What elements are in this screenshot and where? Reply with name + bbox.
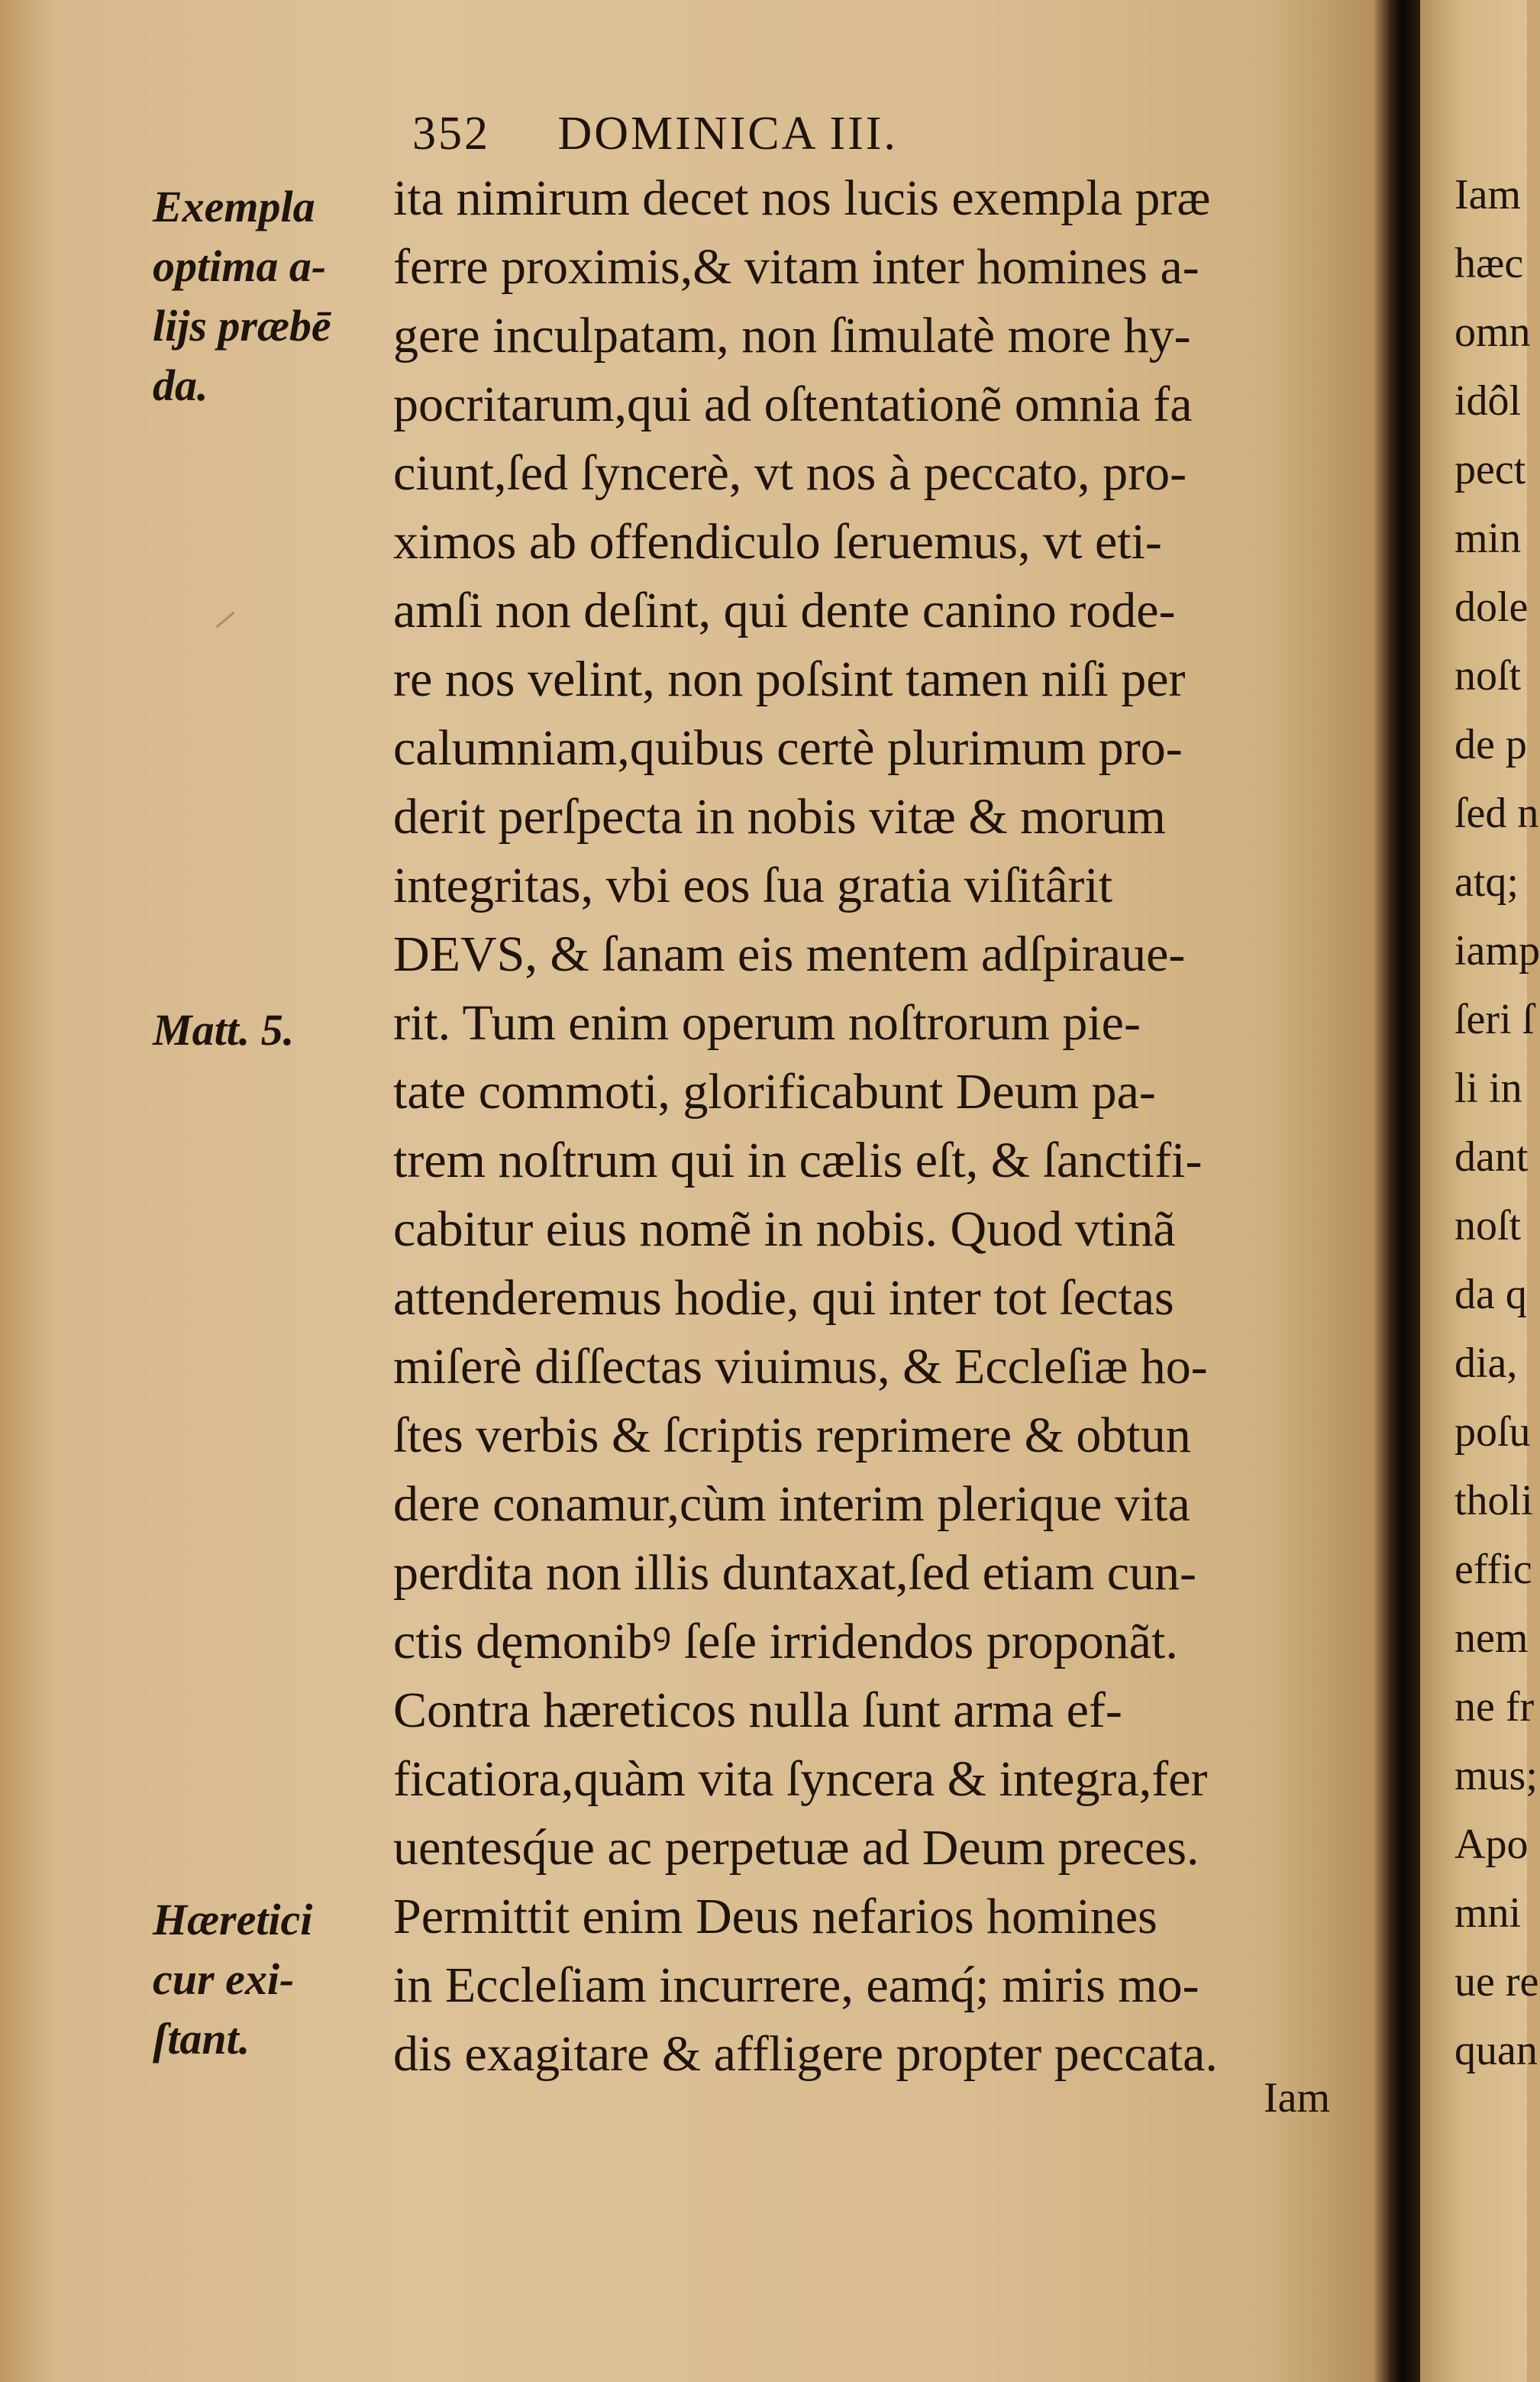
text-line: integritas, vbi eos ſua gratia viſitârit — [393, 858, 1113, 913]
facing-line: effic — [1454, 1546, 1532, 1593]
catchword: Iam — [1264, 2074, 1331, 2122]
facing-line: atq; — [1454, 858, 1519, 906]
facing-line: tholi — [1454, 1477, 1533, 1524]
facing-line: dant — [1454, 1133, 1529, 1181]
facing-line: hæc — [1454, 240, 1524, 287]
facing-line: min — [1454, 515, 1522, 562]
text-line: ferre proximis,& vitam inter homines a- — [393, 239, 1199, 295]
text-line: pocritarum,qui ad oſtentationẽ omnia fa — [393, 377, 1193, 432]
text-line: ita nimirum decet nos lucis exempla præ — [393, 170, 1211, 226]
facing-line: ne fr — [1454, 1683, 1535, 1731]
text-line: ficatiora,quàm vita ſyncera & integra,fer — [393, 1751, 1208, 1807]
text-line: ximos ab offendiculo ſeruemus, vt eti- — [393, 514, 1162, 570]
facing-line: ſeri ſ — [1454, 996, 1535, 1043]
text-line: cabitur eius nomẽ in nobis. Quod vtinã — [393, 1201, 1176, 1257]
text-line: re nos velint, non poſsint tamen niſi per — [393, 651, 1186, 707]
facing-line: de p — [1454, 721, 1527, 768]
text-line: Permittit enim Deus nefarios homines — [393, 1889, 1157, 1944]
facing-line: noſt — [1454, 1202, 1522, 1249]
facing-line: pect — [1454, 446, 1526, 493]
page-title: DOMINICA III. — [557, 108, 898, 160]
facing-line: dia, — [1454, 1340, 1518, 1387]
facing-line: omn — [1454, 309, 1531, 356]
text-line: ctis dęmonibꝰ ſeſe irridendos proponãt. — [393, 1614, 1178, 1669]
text-line: calumniam,quibus certè plurimum pro- — [393, 720, 1183, 776]
margin-note-exempla — [153, 177, 331, 415]
facing-line: idôl — [1454, 377, 1522, 425]
text-line: miſerè diſſectas viuimus, & Eccleſiæ ho- — [393, 1339, 1208, 1395]
facing-line: quan — [1454, 2027, 1538, 2074]
margin-note-matthew — [153, 1000, 294, 1060]
margin-line: ſtant. — [153, 2014, 250, 2064]
text-line: ciunt,ſed ſyncerè, vt nos à peccato, pro- — [393, 445, 1187, 501]
margin-line: optima a- — [153, 241, 327, 291]
text-line: dis exagitare & affligere propter peccata. — [393, 2026, 1218, 2082]
facing-line: iamp — [1454, 927, 1540, 974]
text-line: gere inculpatam, non ſimulatè more hy- — [393, 308, 1191, 364]
facing-line: li in — [1454, 1065, 1522, 1112]
facing-line: dole — [1454, 583, 1529, 631]
text-line: Contra hæreticos nulla ſunt arma ef- — [393, 1682, 1122, 1738]
facing-line: Apo — [1454, 1821, 1529, 1868]
facing-line: ue re — [1454, 1958, 1539, 2005]
text-line: dere conamur,cùm interim plerique vita — [393, 1476, 1190, 1532]
facing-line: mni — [1454, 1889, 1522, 1937]
text-line: uentesq́ue ac perpetuæ ad Deum preces. — [393, 1820, 1199, 1876]
book-gutter — [1374, 0, 1420, 2382]
page-number: 352 — [412, 108, 490, 160]
facing-line: noſt — [1454, 652, 1522, 700]
main-text-block — [393, 164, 1378, 2089]
facing-line: da q — [1454, 1271, 1527, 1318]
text-line: derit perſpecta in nobis vitæ & morum — [393, 789, 1166, 845]
running-header — [412, 107, 1329, 161]
text-line: rit. Tum enim operum noſtrorum pie- — [393, 995, 1141, 1051]
margin-note-haeretici — [153, 1890, 312, 2069]
text-line: amſi non deſint, qui dente canino rode- — [393, 583, 1176, 638]
text-line: perdita non illis duntaxat,ſed etiam cun- — [393, 1545, 1197, 1601]
margin-line: Exempla — [153, 182, 315, 231]
facing-page — [1420, 0, 1540, 2382]
text-line: ſtes verbis & ſcriptis reprimere & obtun — [393, 1408, 1191, 1463]
facing-line: mus; — [1454, 1752, 1538, 1799]
margin-line: lijs præbē — [153, 301, 331, 351]
text-line: tate commoti, glorificabunt Deum pa- — [393, 1064, 1156, 1120]
margin-line: Matt. 5. — [153, 1005, 295, 1055]
facing-line: nem — [1454, 1614, 1529, 1662]
text-line: attenderemus hodie, qui inter tot ſectas — [393, 1270, 1174, 1326]
text-line: trem noſtrum qui in cælis eſt, & ſanctifi- — [393, 1133, 1203, 1188]
facing-page-text — [1454, 160, 1540, 2085]
margin-line: da. — [153, 360, 208, 410]
margin-line: Hæretici — [153, 1895, 313, 1944]
facing-line: Iam — [1454, 171, 1522, 218]
facing-line: ſed n — [1454, 790, 1539, 837]
margin-line: cur exi- — [153, 1954, 295, 2004]
text-line: in Eccleſiam incurrere, eamq́; miris mo- — [393, 1957, 1199, 2013]
text-line: DEVS, & ſanam eis mentem adſpiraue- — [393, 926, 1186, 982]
facing-line: poſu — [1454, 1408, 1531, 1456]
